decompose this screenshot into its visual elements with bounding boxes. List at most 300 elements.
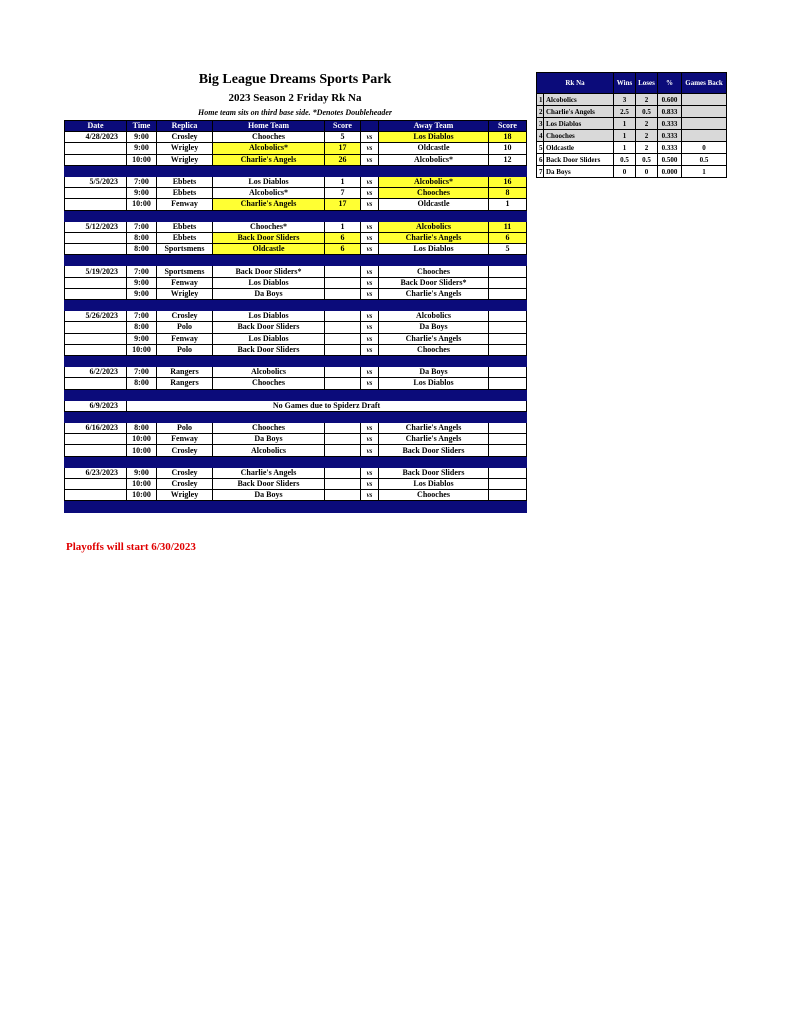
game-row	[65, 344, 527, 355]
game-replica: Crosley	[157, 479, 213, 490]
vs-label: vs	[361, 221, 379, 232]
separator-cell	[65, 255, 527, 266]
game-date: 4/28/2023	[65, 132, 127, 143]
game-time: 9:00	[127, 288, 157, 299]
home-team: Los Diablos	[213, 277, 325, 288]
home-score	[325, 367, 361, 378]
schedule-header-row	[65, 121, 527, 132]
away-score: 6	[489, 232, 527, 243]
away-team: Charlie's Angels	[379, 232, 489, 243]
home-team: Los Diablos	[213, 176, 325, 187]
standings-header-row	[537, 73, 727, 94]
away-team: Back Door Sliders*	[379, 277, 489, 288]
game-time: 10:00	[127, 434, 157, 445]
column-header-away-score: Score	[489, 121, 527, 132]
game-date	[65, 188, 127, 199]
separator-cell	[65, 355, 527, 366]
week-separator	[65, 389, 527, 400]
away-team: Alcobolics	[379, 221, 489, 232]
vs-label: vs	[361, 434, 379, 445]
away-score: 8	[489, 188, 527, 199]
standings-games-back	[682, 118, 727, 130]
game-replica: Sportsmens	[157, 244, 213, 255]
home-team: Chooches	[213, 132, 325, 143]
game-row	[65, 154, 527, 165]
game-replica: Crosley	[157, 467, 213, 478]
game-time: 8:00	[127, 232, 157, 243]
separator-cell	[65, 300, 527, 311]
standings-loses: 0	[636, 166, 658, 178]
standings-wins: 2.5	[614, 106, 636, 118]
week-separator	[65, 255, 527, 266]
standings-header-loses: Loses	[636, 73, 658, 94]
game-row	[65, 479, 527, 490]
game-date	[65, 344, 127, 355]
game-date	[65, 244, 127, 255]
game-row	[65, 322, 527, 333]
home-score	[325, 277, 361, 288]
vs-label: vs	[361, 288, 379, 299]
home-team: Charlie's Angels	[213, 154, 325, 165]
home-team: Back Door Sliders	[213, 232, 325, 243]
game-date	[65, 333, 127, 344]
game-replica: Wrigley	[157, 288, 213, 299]
game-row	[65, 277, 527, 288]
away-score: 1	[489, 199, 527, 210]
standings-pct: 0.333	[658, 142, 682, 154]
game-row	[65, 266, 527, 277]
home-score: 1	[325, 176, 361, 187]
standings-wins: 3	[614, 94, 636, 106]
game-date	[65, 378, 127, 389]
week-separator	[65, 456, 527, 467]
game-date: 6/2/2023	[65, 367, 127, 378]
standings-rank: 3	[537, 118, 544, 130]
game-date	[65, 277, 127, 288]
away-team: Los Diablos	[379, 132, 489, 143]
column-header-date: Date	[65, 121, 127, 132]
game-replica: Rangers	[157, 367, 213, 378]
separator-cell	[65, 389, 527, 400]
vs-label: vs	[361, 188, 379, 199]
vs-label: vs	[361, 445, 379, 456]
game-time: 9:00	[127, 333, 157, 344]
home-score	[325, 322, 361, 333]
home-team: Chooches	[213, 423, 325, 434]
week-separator	[65, 355, 527, 366]
vs-label: vs	[361, 490, 379, 501]
standings-team: Da Boys	[544, 166, 614, 178]
away-score: 12	[489, 154, 527, 165]
standings-header-pct: %	[658, 73, 682, 94]
game-row	[65, 423, 527, 434]
home-score	[325, 333, 361, 344]
game-time: 8:00	[127, 423, 157, 434]
home-score	[325, 479, 361, 490]
away-score: 18	[489, 132, 527, 143]
standings-row	[537, 94, 727, 106]
game-replica: Crosley	[157, 445, 213, 456]
home-score: 17	[325, 199, 361, 210]
standings-games-back: 0.5	[682, 154, 727, 166]
game-date: 6/23/2023	[65, 467, 127, 478]
standings-rank: 4	[537, 130, 544, 142]
vs-label: vs	[361, 322, 379, 333]
standings-wins: 1	[614, 142, 636, 154]
home-team: Alcobolics*	[213, 188, 325, 199]
away-score	[489, 266, 527, 277]
separator-cell	[65, 501, 527, 512]
game-replica: Fenway	[157, 277, 213, 288]
standings-row	[537, 106, 727, 118]
vs-label: vs	[361, 143, 379, 154]
home-team: Back Door Sliders	[213, 479, 325, 490]
vs-label: vs	[361, 132, 379, 143]
game-row	[65, 434, 527, 445]
away-team: Chooches	[379, 266, 489, 277]
standings-rank: 2	[537, 106, 544, 118]
home-score: 5	[325, 132, 361, 143]
standings-loses: 0.5	[636, 154, 658, 166]
game-row	[65, 378, 527, 389]
away-score	[489, 445, 527, 456]
home-score	[325, 266, 361, 277]
away-team: Da Boys	[379, 322, 489, 333]
standings-pct: 0.833	[658, 106, 682, 118]
game-time: 7:00	[127, 311, 157, 322]
standings-pct: 0.500	[658, 154, 682, 166]
vs-label: vs	[361, 266, 379, 277]
game-row	[65, 176, 527, 187]
game-time: 7:00	[127, 176, 157, 187]
vs-label: vs	[361, 467, 379, 478]
game-time: 9:00	[127, 132, 157, 143]
away-score	[489, 277, 527, 288]
vs-label: vs	[361, 479, 379, 490]
away-team: Los Diablos	[379, 378, 489, 389]
game-row	[65, 232, 527, 243]
away-team: Alcobolics*	[379, 176, 489, 187]
home-team: Chooches*	[213, 221, 325, 232]
vs-label: vs	[361, 378, 379, 389]
game-time: 10:00	[127, 490, 157, 501]
game-replica: Ebbets	[157, 221, 213, 232]
away-team: Charlie's Angels	[379, 333, 489, 344]
standings-row	[537, 142, 727, 154]
away-team: Charlie's Angels	[379, 288, 489, 299]
game-date	[65, 479, 127, 490]
standings-team: Alcobolics	[544, 94, 614, 106]
home-score	[325, 434, 361, 445]
home-score	[325, 378, 361, 389]
home-team: Los Diablos	[213, 311, 325, 322]
column-header-home-team: Home Team	[213, 121, 325, 132]
home-score: 7	[325, 188, 361, 199]
away-team: Oldcastle	[379, 199, 489, 210]
away-score	[489, 311, 527, 322]
vs-label: vs	[361, 244, 379, 255]
home-team: Da Boys	[213, 434, 325, 445]
vs-label: vs	[361, 199, 379, 210]
game-row	[65, 143, 527, 154]
game-replica: Crosley	[157, 311, 213, 322]
game-time: 8:00	[127, 378, 157, 389]
game-date: 5/12/2023	[65, 221, 127, 232]
game-date	[65, 322, 127, 333]
game-replica: Crosley	[157, 132, 213, 143]
game-date: 6/9/2023	[65, 400, 127, 411]
game-time: 9:00	[127, 277, 157, 288]
game-date: 5/26/2023	[65, 311, 127, 322]
away-score	[489, 423, 527, 434]
game-replica: Rangers	[157, 378, 213, 389]
standings-team: Los Diablos	[544, 118, 614, 130]
home-team: Charlie's Angels	[213, 467, 325, 478]
game-date: 5/19/2023	[65, 266, 127, 277]
away-score	[489, 288, 527, 299]
game-row	[65, 367, 527, 378]
home-score: 6	[325, 244, 361, 255]
standings-wins: 1	[614, 130, 636, 142]
away-score	[489, 378, 527, 389]
away-score	[489, 367, 527, 378]
game-date	[65, 154, 127, 165]
standings-rank: 1	[537, 94, 544, 106]
away-team: Alcobolics*	[379, 154, 489, 165]
standings-games-back	[682, 94, 727, 106]
standings-rank: 6	[537, 154, 544, 166]
standings-loses: 0.5	[636, 106, 658, 118]
week-separator	[65, 210, 527, 221]
away-team: Chooches	[379, 188, 489, 199]
game-row	[65, 244, 527, 255]
game-row	[65, 333, 527, 344]
game-time: 9:00	[127, 143, 157, 154]
standings-loses: 2	[636, 130, 658, 142]
vs-label: vs	[361, 277, 379, 288]
game-date	[65, 288, 127, 299]
game-date	[65, 445, 127, 456]
away-team: Oldcastle	[379, 143, 489, 154]
standings-pct: 0.333	[658, 118, 682, 130]
home-score: 6	[325, 232, 361, 243]
game-date	[65, 199, 127, 210]
game-replica: Wrigley	[157, 154, 213, 165]
home-score	[325, 445, 361, 456]
vs-label: vs	[361, 154, 379, 165]
standings-games-back	[682, 106, 727, 118]
game-row	[65, 188, 527, 199]
away-team: Back Door Sliders	[379, 467, 489, 478]
separator-cell	[65, 165, 527, 176]
away-score	[489, 490, 527, 501]
home-score	[325, 344, 361, 355]
game-date	[65, 434, 127, 445]
standings-pct: 0.600	[658, 94, 682, 106]
separator-cell	[65, 456, 527, 467]
home-score: 17	[325, 143, 361, 154]
standings-row	[537, 166, 727, 178]
vs-label: vs	[361, 333, 379, 344]
game-replica: Polo	[157, 322, 213, 333]
home-team: Back Door Sliders	[213, 344, 325, 355]
away-team: Los Diablos	[379, 244, 489, 255]
standings-table	[536, 72, 727, 178]
home-team: Back Door Sliders*	[213, 266, 325, 277]
away-team: Charlie's Angels	[379, 434, 489, 445]
game-time: 10:00	[127, 445, 157, 456]
game-time: 9:00	[127, 188, 157, 199]
week-separator	[65, 300, 527, 311]
no-games-row	[65, 400, 527, 411]
home-team: Los Diablos	[213, 333, 325, 344]
standings-pct: 0.000	[658, 166, 682, 178]
home-score: 1	[325, 221, 361, 232]
home-score: 26	[325, 154, 361, 165]
game-time: 10:00	[127, 344, 157, 355]
separator-cell	[65, 210, 527, 221]
separator-cell	[65, 411, 527, 422]
home-team: Oldcastle	[213, 244, 325, 255]
standings-row	[537, 154, 727, 166]
page-title: Big League Dreams Sports Park	[198, 72, 392, 87]
week-separator	[65, 165, 527, 176]
game-time: 7:00	[127, 266, 157, 277]
away-score	[489, 434, 527, 445]
vs-label: vs	[361, 311, 379, 322]
standings-header-games-back: Games Back	[682, 73, 727, 94]
home-team-note: Home team sits on third base side. *Denotes Doubleheader	[198, 108, 392, 117]
home-team: Alcobolics	[213, 445, 325, 456]
home-team: Back Door Sliders	[213, 322, 325, 333]
vs-label: vs	[361, 176, 379, 187]
game-time: 10:00	[127, 199, 157, 210]
away-score: 16	[489, 176, 527, 187]
game-time: 8:00	[127, 244, 157, 255]
away-score	[489, 479, 527, 490]
page-subtitle: 2023 Season 2 Friday Rk Na	[228, 92, 362, 104]
game-date	[65, 232, 127, 243]
away-score	[489, 467, 527, 478]
standings-team: Oldcastle	[544, 142, 614, 154]
standings-pct: 0.333	[658, 130, 682, 142]
playoffs-notice: Playoffs will start 6/30/2023	[66, 541, 196, 553]
game-replica: Ebbets	[157, 232, 213, 243]
standings-header-rk-na: Rk Na	[537, 73, 614, 94]
standings-rank: 7	[537, 166, 544, 178]
game-time: 10:00	[127, 479, 157, 490]
away-team: Chooches	[379, 490, 489, 501]
game-row	[65, 467, 527, 478]
home-score	[325, 467, 361, 478]
home-team: Charlie's Angels	[213, 199, 325, 210]
standings-row	[537, 130, 727, 142]
standings-team: Back Door Sliders	[544, 154, 614, 166]
column-header-replica: Replica	[157, 121, 213, 132]
standings-row	[537, 118, 727, 130]
standings-loses: 2	[636, 118, 658, 130]
home-score	[325, 423, 361, 434]
game-time: 8:00	[127, 322, 157, 333]
standings-games-back	[682, 130, 727, 142]
vs-label: vs	[361, 423, 379, 434]
game-replica: Polo	[157, 423, 213, 434]
schedule-table	[64, 120, 527, 513]
game-date: 5/5/2023	[65, 176, 127, 187]
standings-team: Charlie's Angels	[544, 106, 614, 118]
standings-games-back: 1	[682, 166, 727, 178]
week-separator	[65, 411, 527, 422]
home-score	[325, 490, 361, 501]
standings-games-back: 0	[682, 142, 727, 154]
standings-wins: 0.5	[614, 154, 636, 166]
game-time: 10:00	[127, 154, 157, 165]
game-replica: Wrigley	[157, 143, 213, 154]
away-score: 11	[489, 221, 527, 232]
away-team: Los Diablos	[379, 479, 489, 490]
away-team: Charlie's Angels	[379, 423, 489, 434]
away-score	[489, 322, 527, 333]
game-time: 7:00	[127, 221, 157, 232]
home-team: Alcobolics	[213, 367, 325, 378]
column-header-vs	[361, 121, 379, 132]
game-time: 9:00	[127, 467, 157, 478]
away-team: Alcobolics	[379, 311, 489, 322]
game-replica: Ebbets	[157, 176, 213, 187]
home-team: Da Boys	[213, 288, 325, 299]
home-team: Alcobolics*	[213, 143, 325, 154]
away-team: Da Boys	[379, 367, 489, 378]
away-team: Back Door Sliders	[379, 445, 489, 456]
week-separator	[65, 501, 527, 512]
game-row	[65, 132, 527, 143]
game-replica: Wrigley	[157, 490, 213, 501]
game-row	[65, 199, 527, 210]
home-team: Chooches	[213, 378, 325, 389]
column-header-home-score: Score	[325, 121, 361, 132]
game-date: 6/16/2023	[65, 423, 127, 434]
no-games-note: No Games due to Spiderz Draft	[127, 400, 527, 411]
game-replica: Fenway	[157, 434, 213, 445]
game-row	[65, 445, 527, 456]
game-row	[65, 490, 527, 501]
away-score	[489, 333, 527, 344]
away-team: Chooches	[379, 344, 489, 355]
standings-loses: 2	[636, 94, 658, 106]
standings-loses: 2	[636, 142, 658, 154]
game-replica: Sportsmens	[157, 266, 213, 277]
standings-wins: 0	[614, 166, 636, 178]
game-date	[65, 143, 127, 154]
column-header-time: Time	[127, 121, 157, 132]
game-time: 7:00	[127, 367, 157, 378]
standings-header-wins: Wins	[614, 73, 636, 94]
game-row	[65, 288, 527, 299]
standings-wins: 1	[614, 118, 636, 130]
home-team: Da Boys	[213, 490, 325, 501]
home-score	[325, 311, 361, 322]
away-score: 10	[489, 143, 527, 154]
game-replica: Fenway	[157, 333, 213, 344]
column-header-away-team: Away Team	[379, 121, 489, 132]
game-replica: Polo	[157, 344, 213, 355]
vs-label: vs	[361, 344, 379, 355]
game-row	[65, 221, 527, 232]
game-row	[65, 311, 527, 322]
standings-rank: 5	[537, 142, 544, 154]
game-date	[65, 490, 127, 501]
away-score: 5	[489, 244, 527, 255]
